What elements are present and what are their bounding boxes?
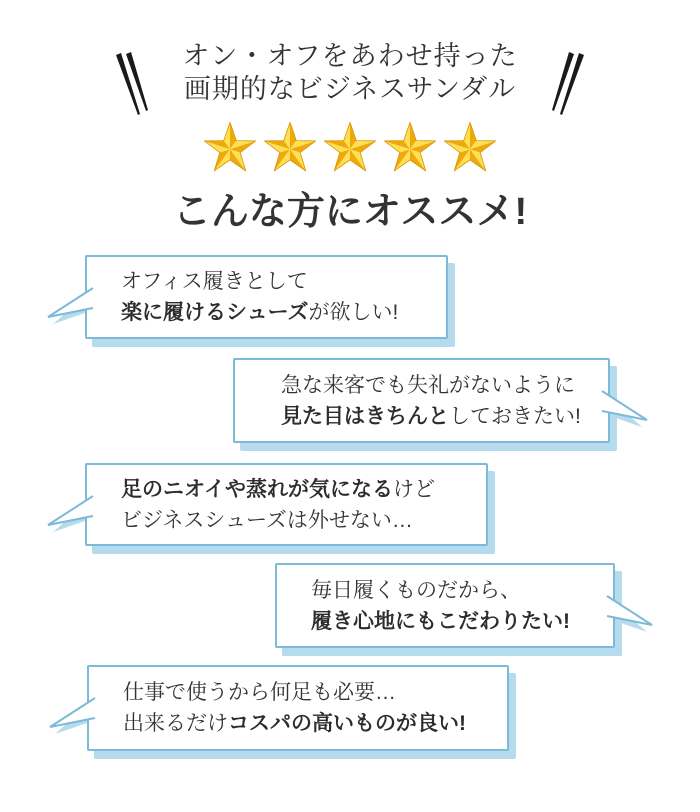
star-icon xyxy=(262,121,318,173)
header-catchphrase xyxy=(0,40,700,106)
bubble-line xyxy=(121,266,438,297)
bubble-line xyxy=(281,370,600,401)
bubble-text-segment: ビジネスシューズは外せない… xyxy=(121,508,413,532)
bubble-text-segment: 履き心地にもこだわりたい! xyxy=(311,609,570,633)
bubble-text-segment: けど xyxy=(392,477,435,501)
bubble-line xyxy=(311,606,605,637)
bubble-text-segment: 楽に履けるシューズ xyxy=(121,301,309,324)
rating-stars xyxy=(0,121,700,173)
bubble-text-segment: 足のニオイや蒸れが気になる xyxy=(121,477,393,501)
bubble-text xyxy=(277,575,613,637)
bubble-tail-left-icon xyxy=(45,286,95,328)
header-line-1: オン・オフをあわせ持った xyxy=(182,41,518,71)
bubble-text xyxy=(87,266,446,328)
bubble-line xyxy=(123,708,499,739)
page-title: こんな方にオススメ! xyxy=(172,191,528,233)
bubble-text-segment: コスパの高いものが良い! xyxy=(228,712,466,735)
bubble-text-segment: 急な来客でも失礼がないように xyxy=(281,373,575,397)
bubble-text-segment: 見た目はきちんと xyxy=(281,404,449,428)
bubble-line xyxy=(121,297,438,328)
bubble-line xyxy=(123,677,499,708)
bubble-tail-right-icon xyxy=(600,389,650,431)
speech-bubble xyxy=(85,255,448,339)
bubble-text-segment: が欲しい! xyxy=(308,301,399,324)
bubble-text-segment: 仕事で使うから何足も必要… xyxy=(123,681,396,704)
bubble-tail-left-icon xyxy=(45,494,95,536)
bubble-tail-right-icon xyxy=(605,594,655,636)
speech-bubble xyxy=(275,563,615,648)
speech-bubble xyxy=(85,463,488,546)
bubble-line xyxy=(311,575,605,606)
bubble-text-segment: 出来るだけ xyxy=(123,712,228,735)
bubble-line xyxy=(281,401,600,432)
bubble-text-segment: しておきたい! xyxy=(449,404,581,428)
star-icon xyxy=(442,121,498,173)
star-icon xyxy=(382,121,438,173)
bubble-line xyxy=(121,505,478,536)
star-icon xyxy=(322,121,378,173)
speech-bubble xyxy=(87,665,509,751)
bubble-text xyxy=(87,474,486,536)
bubble-text-segment: 毎日履くものだから、 xyxy=(311,578,521,602)
bubble-text-segment: オフィス履きとして xyxy=(121,270,308,293)
bubble-text xyxy=(235,370,608,432)
speech-bubble xyxy=(233,358,610,443)
star-icon xyxy=(202,121,258,173)
bubble-line xyxy=(121,474,478,505)
header-line-2: 画期的なビジネスサンダル xyxy=(183,74,517,104)
bubble-tail-left-icon xyxy=(47,696,97,738)
bubble-text xyxy=(89,677,507,739)
